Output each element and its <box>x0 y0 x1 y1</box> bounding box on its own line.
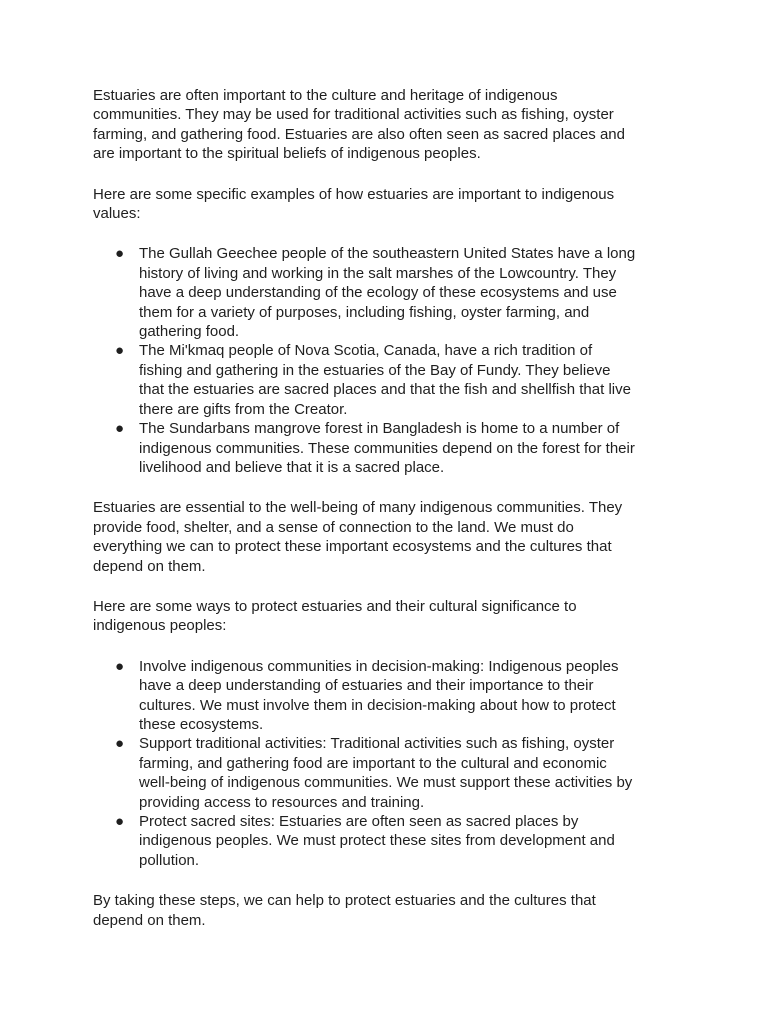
list-item <box>93 812 638 870</box>
list-item-text: Involve indigenous communities in decision-making: Indigenous peoples have a deep understanding of estuaries and their importance to their cultures. We must involve them in decision-making about how to protect these ecosystems. <box>139 657 619 733</box>
list-item <box>93 657 638 735</box>
document-body <box>93 86 638 951</box>
ways-list <box>93 657 638 870</box>
bullet-icon: ● <box>115 813 125 830</box>
list-item <box>93 734 638 812</box>
examples-list <box>93 244 638 477</box>
examples-intro-paragraph: Here are some specific examples of how estuaries are important to indigenous values: <box>93 185 615 223</box>
bullet-icon: ● <box>115 657 125 675</box>
bullet-icon: ● <box>115 735 125 753</box>
list-item <box>93 244 638 341</box>
list-item-text: The Sundarbans mangrove forest in Bangladesh is home to a number of indigenous communities. These communities depend on the forest for their livelihood and believe that it is a sacred place. <box>139 420 635 476</box>
intro-paragraph: Estuaries are often important to the culture and heritage of indigenous communities. They may be used for traditional activities such as fishing, oyster farming, and gathering food. Estuaries are also often seen as sacred places and are important to the spiritual beliefs of indigenous peoples. <box>93 87 625 163</box>
list-item <box>93 419 638 477</box>
ways-intro-paragraph: Here are some ways to protect estuaries and their cultural significance to indigenous peoples: <box>93 597 577 635</box>
list-item <box>93 341 638 419</box>
bullet-icon: ● <box>115 245 125 263</box>
closing-paragraph: By taking these steps, we can help to protect estuaries and the cultures that depend on them. <box>93 892 596 929</box>
list-item-text: The Mi'kmaq people of Nova Scotia, Canada, have a rich tradition of fishing and gathering in the estuaries of the Bay of Fundy. They believe that the estuaries are sacred places and that the fish and shellfish that live there are gifts from the Creator. <box>139 342 631 418</box>
list-item-text: Support traditional activities: Traditional activities such as fishing, oyster farming, and gathering food are important to the cultural and economic well-being of indigenous communities. We must support these activities by providing access to resources and training. <box>139 735 633 811</box>
wellbeing-paragraph: Estuaries are essential to the well-being of many indigenous communities. They provide food, shelter, and a sense of connection to the land. We must do everything we can to protect these important ecosystems and the cultures that depend on them. <box>93 499 623 575</box>
list-item-text: The Gullah Geechee people of the southeastern United States have a long history of living and working in the salt marshes of the Lowcountry. They have a deep understanding of the ecology of these ecosystems and use them for a variety of purposes, including fishing, oyster farming, and gathering food. <box>139 245 636 341</box>
bullet-icon: ● <box>115 420 125 438</box>
list-item-text: Protect sacred sites: Estuaries are often seen as sacred places by indigenous peoples. We must protect these sites from development and pollution. <box>139 813 615 869</box>
bullet-icon: ● <box>115 342 125 360</box>
